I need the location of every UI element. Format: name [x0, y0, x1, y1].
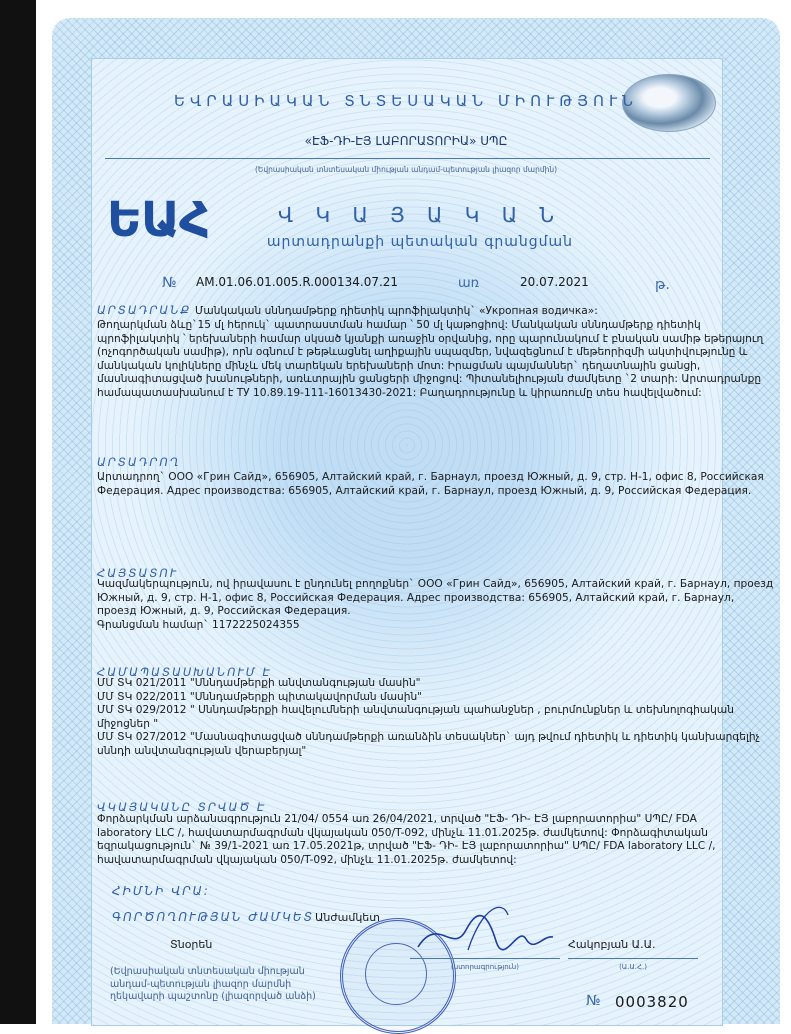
issued-text — [97, 813, 716, 867]
basis-heading: ՀԻՄՆԻ ՎՐԱ: — [112, 884, 210, 898]
certificate-title: Վ Կ Ա Յ Ա Կ Ա Ն — [278, 203, 562, 227]
text-line: համապատասխանում է ТУ 10.89.19-111-16013430-2021: Բաղադրությունը և կիրառումը տես հավելվածում: — [97, 386, 702, 399]
serial-sign: № — [586, 993, 601, 1009]
producer-heading: ԱՐՏԱԴՐՈՂ — [97, 455, 181, 469]
text-line: Գրանցման համար` 1172225024355 — [97, 618, 300, 631]
product-heading: ԱՐՏԱԴՐԱՆՔ — [97, 303, 192, 317]
text-line: ՄՄ ՏԿ 027/2012 "Մասնագիտացված սննդամթերքի առանձին տեսակներ` այդ թվում դիետիկ և դիետիկ կանխարգելիչ — [97, 731, 760, 744]
term-value: Անժամկետ — [315, 911, 380, 924]
name-line — [568, 958, 698, 959]
eac-logo: ԵԱՀ — [107, 192, 210, 248]
text-line: միջոցներ " — [97, 717, 159, 730]
serial-number: 0003820 — [615, 993, 689, 1011]
note-line: ղեկավարի պաշտոնը (լիազորված անձի) — [110, 991, 316, 1002]
signature-caption: (ստորագրություն) — [451, 963, 519, 971]
text-line: проезд Южный, д. 9, Российская Федерация. — [97, 605, 351, 618]
director-signature — [408, 895, 558, 965]
conforms-heading: ՀԱՄԱՊԱՏԱՍԽԱՆՈՒՄ Է — [97, 665, 272, 679]
applicant-heading: ՀԱՅՏԱՏՈՒ — [97, 566, 179, 580]
text-line: Федерация. Адрес производства: 656905, Алтайский край, г. Барнаул, проезд Южный, д. 9, Российская Федерация. — [97, 484, 752, 497]
text-line: մասնագիտացված խանութների, առևտրային ցանցերի միջոցով: Պիտանելիության ժամկետը `2 տարի: Արտադրանքը — [97, 373, 762, 386]
applicant-text — [97, 578, 773, 632]
text-line: Южный, д. 9, стр. Н-1, офис 8, Российская Федерация. Адрес производства: 656905, Алтайский край, г. Барнаул, — [97, 591, 735, 604]
text-line: Կազմակերպություն, ով իրավասու է ընդունել բողոքներ` ООО «Грин Сайд», 656905, Алтайский край, г. Барнаул, проезд — [97, 578, 774, 590]
text-line: ՄՄ ՏԿ 022/2011 "Սննդամթերքի պիտակավորման մասին" — [97, 690, 423, 703]
number-sign: № — [162, 275, 177, 291]
note-line: (Եվրասիական տնտեսական միության — [110, 966, 305, 977]
note-line: անդամ-պետության լիազոր մարմնի — [110, 978, 292, 990]
text-line: պրոֆիլակտիկ ՝ երեխաների համար սկսած կյանքի առաջին օրվանից, որը պարունակում է բնական սամիթ եթերայուղ — [97, 332, 764, 345]
text-line: ՄՄ ՏԿ 021/2011 "Սննդամթերքի անվտանգության մասին" — [97, 677, 421, 689]
text-line: Թողարկման ձևը`15 մլ հերուկ` պատրաստման համար ՝ 50 մլ կաթոցիով: Մանկական սննդամթերք դիետիկ — [97, 319, 701, 331]
lab-caption: (Եվրասիական տնտեսական միության անդամ-պետության լիազոր մարմին) — [254, 165, 558, 174]
signature-line — [410, 958, 560, 959]
text-line: (ոչոգործական սամիթ), որն օգնում է թեթևացնել աղիքային սպազմեր, նվազեցնում է մեթեորիզմի ակտիվությունը և — [97, 346, 748, 359]
year-suffix: թ. — [655, 277, 670, 293]
text-line: սննդի անվտանգության վերաբերյալ" — [97, 744, 307, 757]
name-caption: (Ա.Ա.Հ.) — [619, 963, 647, 971]
text-line: եզրակացություն` № 39/1-2021 առ 17.05.2021թ, տրված "ԷՖ- ԴԻ- ԷՅ լաբորատորիա" ՍՊԸ/ FDA laboratory LLC /, — [97, 840, 716, 853]
certificate-subtitle: արտադրանքի պետական գրանցման — [266, 234, 574, 250]
text-line: Փորձարկման արձանագրություն 21/04/ 0554 առ 26/04/2021, տրված "ԷՖ- ԴԻ- ԷՅ լաբորատորիա" ՍՊԸ/ FDA — [97, 813, 697, 825]
producer-text — [97, 471, 764, 498]
text-line: laboratory LLC /, հավատարմագրման վկայական 050/T-092, մինչև 11.01.2025թ. ժամկետով: Փորձագիտական — [97, 826, 708, 839]
lab-rule — [105, 158, 710, 159]
issued-heading: ՎԿԱՅԱԿԱՆԸ ՏՐՎԱԾ Է — [97, 800, 267, 814]
authority-note — [110, 966, 316, 1004]
conforms-text — [97, 677, 760, 759]
scan-edge — [0, 0, 36, 1024]
director-name: Հակոբյան Ա.Ա. — [568, 938, 656, 951]
union-title: ԵՎՐԱՍԻԱԿԱՆ ՏՆՏԵՍԱԿԱՆ ՄԻՈՒԹՅՈՒՆ — [174, 92, 638, 110]
text-line: Արտադրող` ООО «Грин Сайд», 656905, Алтайский край, г. Барнаул, проезд Южный, д. 9, стр. Н-1, офис 8, Российская — [97, 471, 764, 483]
lab-name: «ԷՖ-ԴԻ-ԷՅ ԼԱԲՈՐԱՏՈՐԻԱ» ՍՊԸ — [304, 134, 508, 148]
date-word: առ — [458, 276, 480, 291]
product-text — [97, 319, 763, 401]
director-label: Տնօրեն — [170, 938, 213, 951]
certificate-date: 20.07.2021 — [520, 275, 589, 289]
product-first-line: Մանկական սննդամթերք դիետիկ պրոֆիլակտիկ` «Укропная водичка»: — [195, 305, 598, 317]
term-heading: ԳՈՐԾՈՂՈՒԹՅԱՆ ԺԱՄԿԵՏ — [112, 910, 315, 924]
text-line: մանկական կոլիկները մինչև մեկ տարեկան երեխաների մոտ: Իրացման պայմաններ` դեղատնային ցանցի, — [97, 359, 701, 372]
text-line: ՄՄ ՏԿ 029/2012 " Սննդամթերքի հավելումների անվտանգության պահանջներ , բուրմունքներ և տեխնոլոգիական — [97, 704, 734, 717]
text-line: հավատարմագրման վկայական 050/T-092, մինչև 11.01.2025թ. ժամկետով: — [97, 853, 517, 866]
certificate-number: AM.01.06.01.005.R.000134.07.21 — [196, 275, 399, 289]
